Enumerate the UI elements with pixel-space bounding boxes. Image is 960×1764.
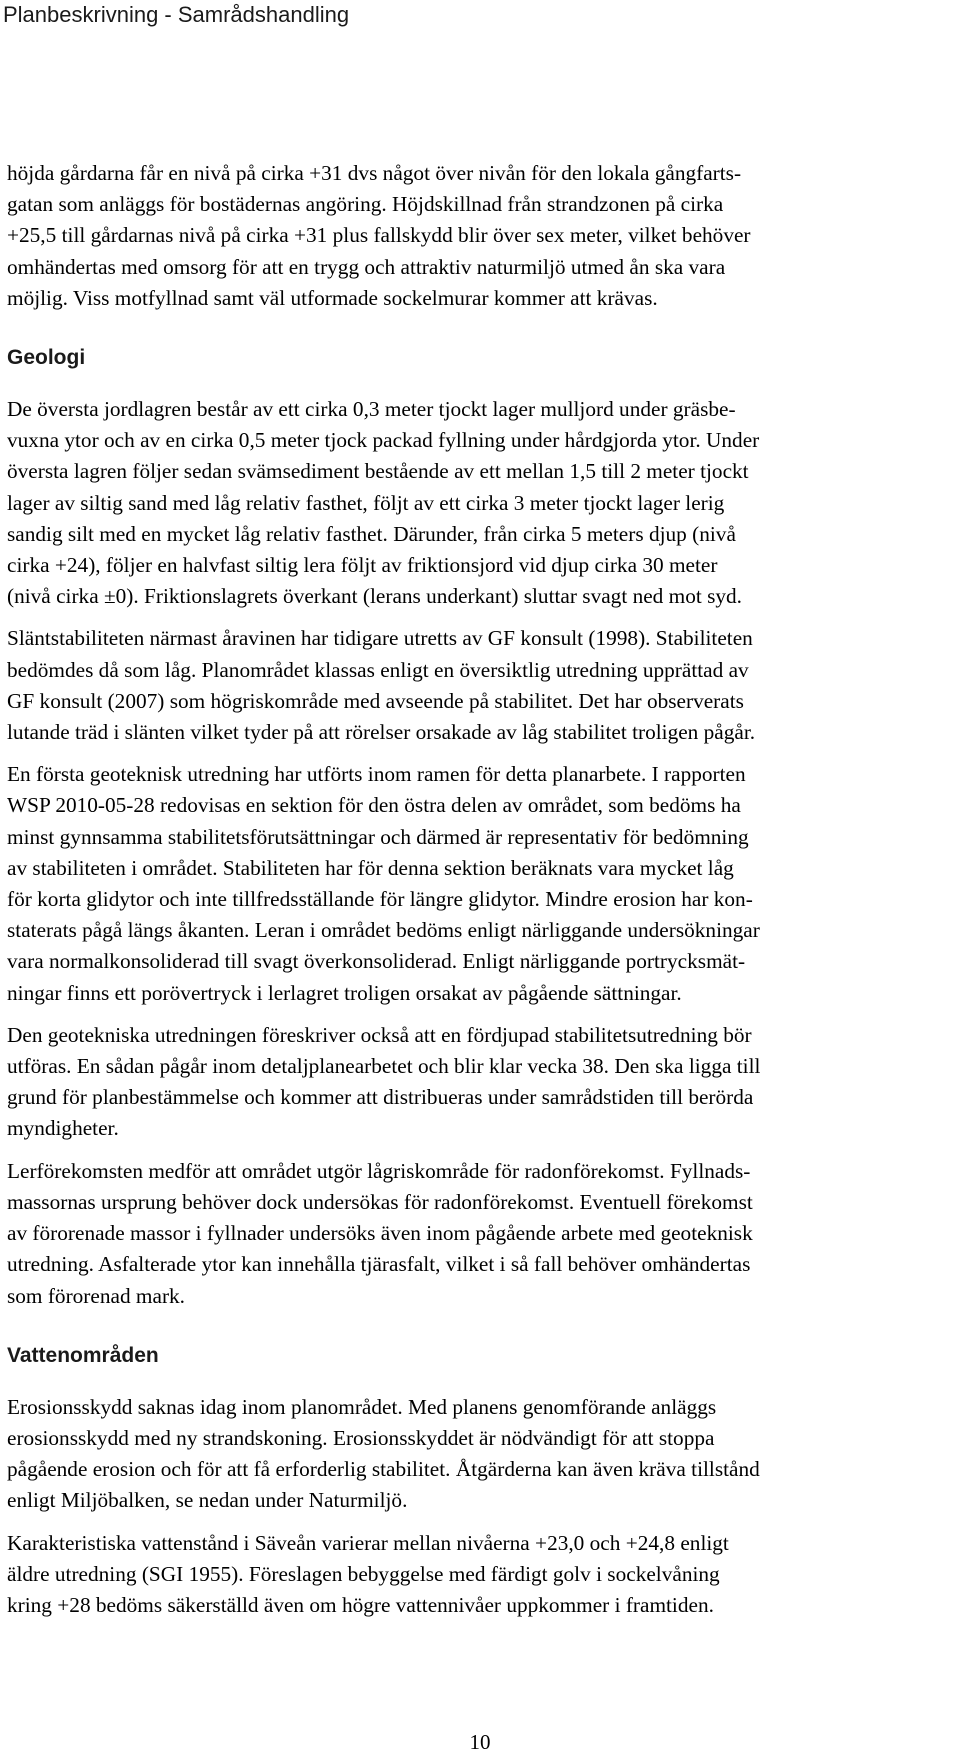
text-line: Den geotekniska utredningen föreskriver också att en fördjupad stabilitetsutredning bör: [7, 1022, 752, 1047]
text-line: massornas ursprung behöver dock undersökas för radonförekomst. Eventuell förekomst: [7, 1189, 753, 1214]
page-content: [7, 158, 957, 1621]
text-line: vara normalkonsoliderad till svagt överkonsoliderad. Enligt närliggande portrycksmät-: [7, 949, 746, 974]
text-line: pågående erosion och för att få erforderlig stabilitet. Åtgärderna kan även kräva tillstånd: [7, 1457, 760, 1482]
text-line: höjda gårdarna får en nivå på cirka +31 dvs något över nivån för den lokala gångfarts-: [7, 161, 742, 185]
text-line: staterats pågå längs åkanten. Leran i området bedöms enligt närliggande undersökningar: [7, 918, 760, 943]
geologi-paragraph-1: [7, 394, 957, 612]
text-line: gatan som anläggs för bostädernas angöring. Höjdskillnad från strandzonen på cirka: [7, 192, 724, 217]
geologi-paragraph-5: [7, 1156, 957, 1312]
text-line: kring +28 bedöms säkerställd även om högre vattennivåer uppkommer i framtiden.: [7, 1592, 714, 1617]
text-line: av stabiliteten i området. Stabiliteten har för denna sektion beräknats vara mycket låg: [7, 855, 734, 880]
text-line: GF konsult (2007) som högriskområde med avseende på stabilitet. Det har observerats: [7, 688, 744, 713]
text-line: möjlig. Viss motfyllnad samt väl utformade sockelmurar kommer att krävas.: [7, 285, 658, 310]
geologi-paragraph-3: [7, 759, 957, 1009]
text-line: grund för planbestämmelse och kommer att distribueras under samrådstiden till berörda: [7, 1085, 754, 1110]
section-heading-geologi: Geologi: [7, 346, 86, 370]
text-line: erosionsskydd med ny strandskoning. Erosionsskyddet är nödvändigt för att stoppa: [7, 1425, 715, 1450]
text-line: utredning. Asfalterade ytor kan innehålla tjärasfalt, vilket i så fall behöver omhändertas: [7, 1252, 751, 1277]
text-line: lutande träd i slänten vilket tyder på att rörelser orsakade av låg stabilitet troligen pågår.: [7, 720, 756, 745]
text-line: cirka +24), följer en halvfast siltig lera följt av friktionsjord vid djup cirka 30 meter: [7, 553, 718, 578]
text-line: Erosionsskydd saknas idag inom planområdet. Med planens genomförande anläggs: [7, 1394, 717, 1419]
text-line: (nivå cirka ±0). Friktionslagrets överkant (lerans underkant) sluttar svagt ned mot syd.: [7, 584, 743, 609]
vatten-paragraph-1: [7, 1392, 957, 1517]
text-line: minst gynnsamma stabilitetsförutsättningar och därmed är representativ för bedömning: [7, 824, 749, 849]
text-line: lager av siltig sand med låg relativ fasthet, följt av ett cirka 3 meter tjockt lager lerig: [7, 490, 725, 515]
text-line: som förorenad mark.: [7, 1283, 186, 1308]
text-line: översta lagren följer sedan svämsediment bestående av ett mellan 1,5 till 2 meter tjockt: [7, 459, 749, 484]
text-line: omhändertas med omsorg för att en trygg och attraktiv naturmiljö utmed ån ska vara: [7, 254, 726, 279]
text-line: av förorenade massor i fyllnader undersöks även inom pågående arbete med geoteknisk: [7, 1221, 753, 1246]
geologi-paragraph-4: [7, 1020, 957, 1145]
text-line: En första geoteknisk utredning har utförts inom ramen för detta planarbete. I rapporten: [7, 762, 746, 787]
text-line: för korta glidytor och inte tillfredsställande för längre glidytor. Mindre erosion har kon-: [7, 887, 753, 912]
text-line: De översta jordlagren består av ett cirka 0,3 meter tjockt lager mulljord under gräsbe-: [7, 397, 736, 422]
text-line: Släntstabiliteten närmast åravinen har tidigare utretts av GF konsult (1998). Stabiliteten: [7, 626, 753, 651]
running-header: Planbeskrivning - Samrådshandling: [3, 2, 350, 27]
text-line: myndigheter.: [7, 1116, 119, 1141]
text-line: +25,5 till gårdarnas nivå på cirka +31 plus fallskydd blir över sex meter, vilket behöver: [7, 223, 751, 248]
text-line: Lerförekomsten medför att området utgör lågriskområde för radonförekomst. Fyllnads-: [7, 1158, 751, 1183]
text-line: bedömdes då som låg. Planområdet klassas enligt en översiktlig utredning upprättad av: [7, 657, 749, 682]
text-line: WSP 2010-05-28 redovisas en sektion för den östra delen av området, som bedöms ha: [7, 793, 741, 818]
section-heading-vattenomraden: Vattenområden: [7, 1343, 159, 1367]
text-line: enligt Miljöbalken, se nedan under Naturmiljö.: [7, 1488, 408, 1513]
text-line: utföras. En sådan pågår inom detaljplanearbetet och blir klar vecka 38. Den ska ligga till: [7, 1054, 761, 1079]
text-line: Karakteristiska vattenstånd i Säveån varierar mellan nivåerna +23,0 och +24,8 enligt: [7, 1530, 729, 1555]
vatten-paragraph-2: [7, 1528, 957, 1622]
geologi-paragraph-2: [7, 623, 957, 748]
text-line: sandig silt med en mycket låg relativ fasthet. Därunder, från cirka 5 meters djup (nivå: [7, 521, 736, 546]
page-number: 10: [469, 1730, 491, 1754]
intro-paragraph: [7, 158, 957, 314]
text-line: äldre utredning (SGI 1955). Föreslagen bebyggelse med färdigt golv i sockelvåning: [7, 1561, 720, 1586]
text-line: ningar finns ett porövertryck i lerlagret troligen orsakat av pågående sättningar.: [7, 980, 682, 1005]
text-line: vuxna ytor och av en cirka 0,5 meter tjock packad fyllning under hårdgjorda ytor. Under: [7, 428, 760, 453]
